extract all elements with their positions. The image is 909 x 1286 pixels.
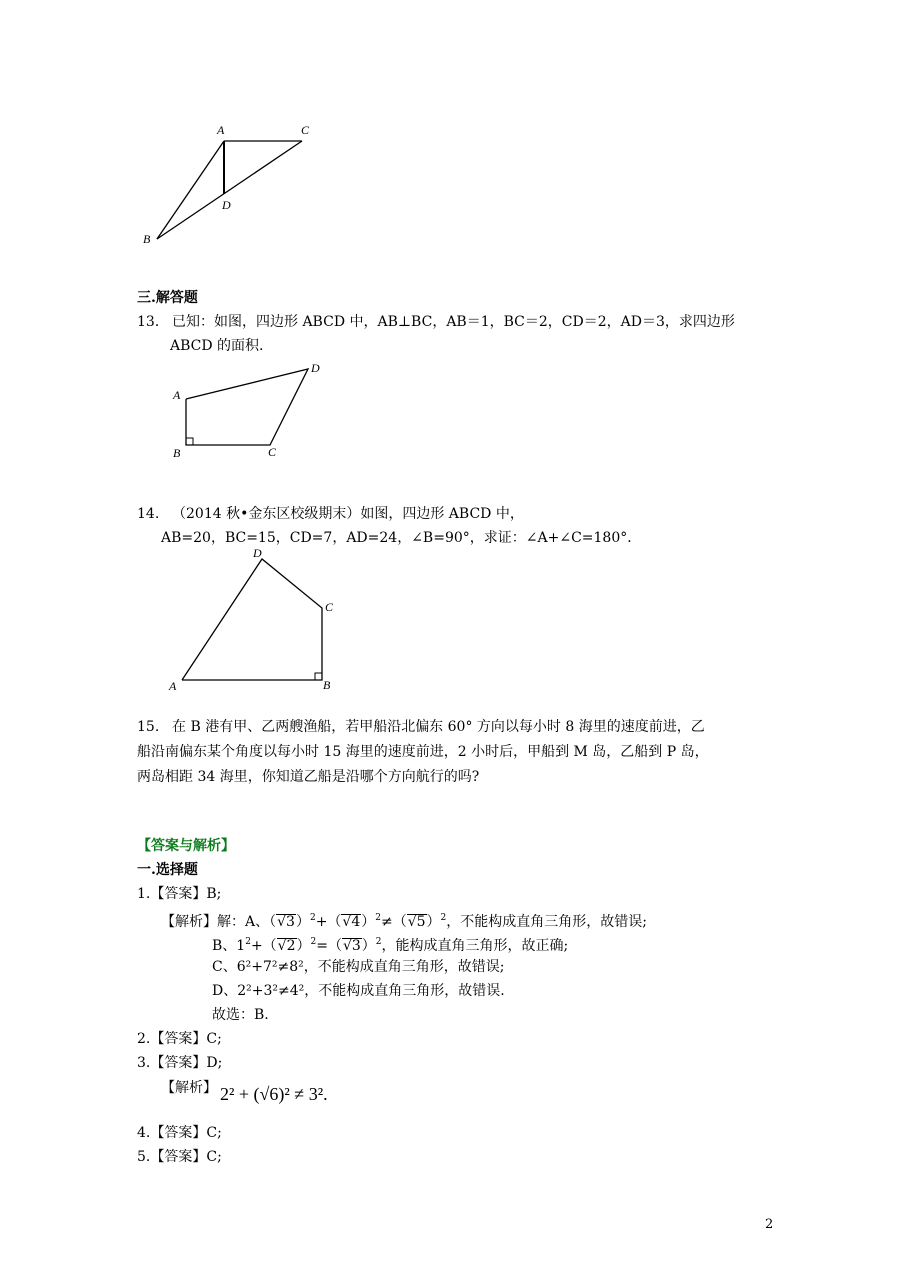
a3-answer: 【答案】D; — [150, 1055, 223, 1071]
q15-line2: 船沿南偏东某个角度以每小时 15 海里的速度前进，2 小时后，甲船到 M 岛，乙船到 P 岛， — [137, 744, 709, 760]
a1-b-row — [212, 933, 568, 955]
answers-heading: 【答案与解析】 — [137, 838, 235, 854]
q14-line1: （2014 秋•金东区校级期末）如图，四边形 ABCD 中， — [172, 506, 524, 522]
fig14-label-d: D — [253, 546, 262, 560]
a3-number: 3. — [137, 1055, 151, 1071]
section-heading-1: 一.选择题 — [137, 862, 198, 878]
a1-formula-a: $(√3)^2+(√4)^2\ne(√5)^2$ — [269, 913, 447, 930]
a1-choose: 故选：B. — [212, 1007, 269, 1023]
figure-quad-q14 — [165, 543, 345, 695]
q15-number: 15. — [137, 719, 160, 735]
fig1-label-b: B — [143, 232, 151, 246]
figure-triangle-abc — [140, 120, 320, 260]
a5-row — [137, 1148, 222, 1166]
section-heading-3: 三.解答题 — [137, 290, 198, 306]
q14-line2: AB=20，BC=15，CD=7，AD=24，∠B=90°，求证：∠A+∠C=180°． — [161, 530, 642, 546]
fig1-label-c: C — [301, 123, 310, 137]
page-number: 2 — [765, 1217, 774, 1232]
a1-jiexi: 【解析】解：A、 — [161, 914, 270, 930]
a1-number: 1. — [137, 886, 151, 902]
q13-line2: ABCD 的面积. — [170, 338, 264, 354]
a1-c-line: C、6²+7²≠8²，不能构成直角三角形，故错误; — [212, 959, 505, 975]
a1-formula-b: $^2+(√2)^2=(√3)^2$ — [245, 937, 382, 954]
a1-answer: 【答案】B; — [150, 886, 222, 902]
a2-number: 2. — [137, 1031, 151, 1047]
fig13-label-a: A — [173, 388, 181, 402]
a1-b-tail: ，能构成直角三角形，故正确; — [381, 938, 569, 954]
a4-answer: 【答案】C; — [150, 1125, 222, 1141]
a3-row — [137, 1054, 222, 1072]
a3-jiexi: 【解析】 — [161, 1080, 217, 1096]
q14-number: 14. — [137, 506, 160, 522]
a1-d-line: D、2²+3²≠4²，不能构成直角三角形，故错误. — [212, 983, 505, 999]
a2-row — [137, 1030, 222, 1048]
fig13-label-d: D — [311, 361, 320, 375]
fig13-label-b: B — [173, 446, 181, 460]
figure-quad-q13 — [165, 358, 335, 462]
q15-line3: 两岛相距 34 海里，你知道乙船是沿哪个方向航行的吗? — [137, 769, 480, 785]
fig14-label-c: C — [325, 600, 334, 614]
a1-a-tail: ，不能构成直角三角形，故错误; — [446, 914, 647, 930]
a1-b-head: B、1 — [212, 938, 246, 954]
fig13-label-c: C — [268, 445, 277, 459]
q13-number: 13． — [137, 314, 169, 330]
q13-line1: 已知：如图，四边形 ABCD 中，AB⊥BC，AB＝1，BC＝2，CD＝2，AD＝3，求四边形 — [172, 314, 735, 330]
a5-answer: 【答案】C; — [150, 1149, 222, 1165]
a4-number: 4. — [137, 1125, 151, 1141]
fig1-label-a: A — [217, 123, 225, 137]
a2-answer: 【答案】C; — [150, 1031, 222, 1047]
a1-jiexi-row — [161, 909, 647, 931]
a3-formula: 2² + (√6)² ≠ 3². — [220, 1084, 328, 1104]
a1-row — [137, 885, 221, 903]
q15-line1: 在 B 港有甲、乙两艘渔船，若甲船沿北偏东 60° 方向以每小时 8 海里的速度前进，乙 — [172, 719, 705, 735]
fig14-label-b: B — [323, 678, 331, 692]
a4-row — [137, 1124, 222, 1142]
fig14-label-a: A — [169, 679, 177, 693]
a5-number: 5. — [137, 1149, 151, 1165]
fig1-label-d: D — [222, 198, 231, 212]
